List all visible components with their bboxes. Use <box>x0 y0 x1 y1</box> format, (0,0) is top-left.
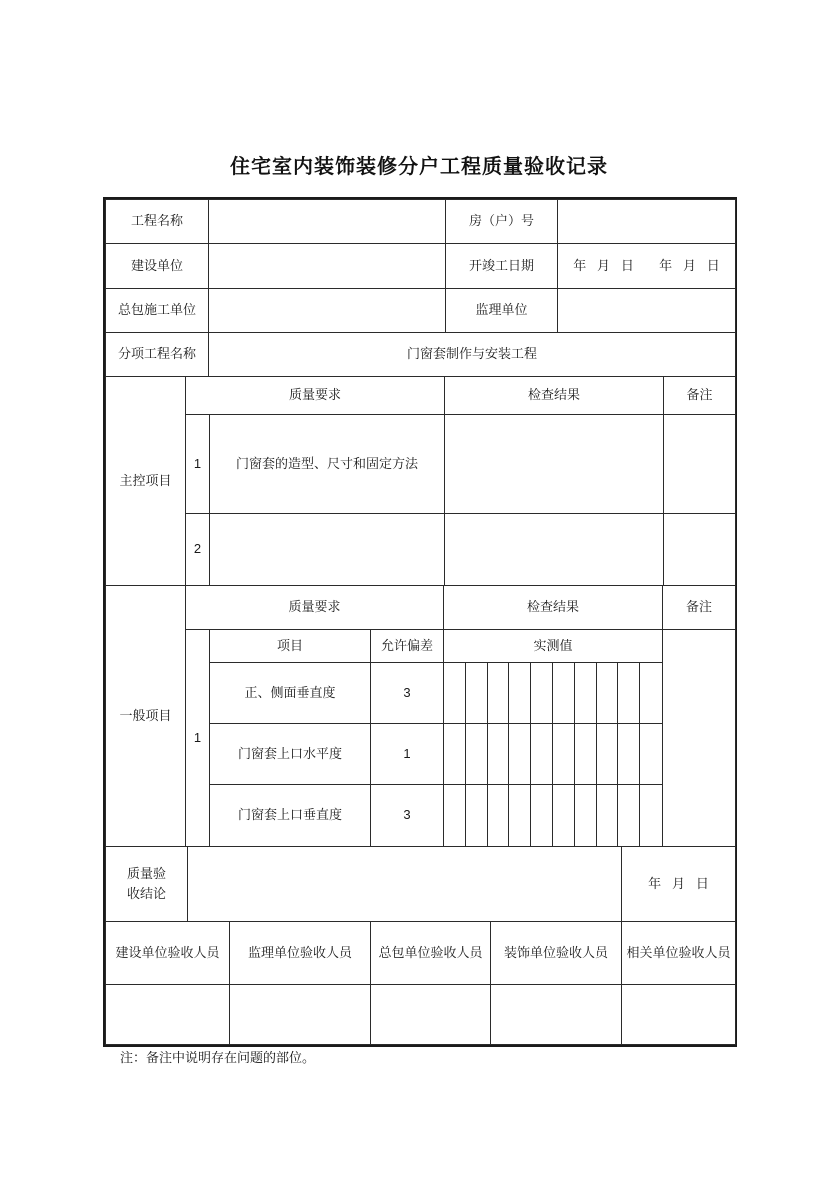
signature-cell <box>230 985 371 1045</box>
general-note-cell <box>663 630 736 847</box>
measured-value-cell <box>444 785 466 846</box>
main-control-section-label: 主控项目 <box>106 377 186 586</box>
measured-value-cell <box>618 663 640 723</box>
project-name-label: 工程名称 <box>106 200 209 244</box>
page-title: 住宅室内装饰装修分户工程质量验收记录 <box>230 156 608 178</box>
conclusion-value <box>188 847 622 922</box>
main-control-requirement <box>210 514 445 586</box>
measured-value-cell <box>466 724 488 784</box>
general-item-name: 门窗套上口水平度 <box>210 724 371 785</box>
measured-value-cell <box>531 663 553 723</box>
dates-value: 年 月 日 年 月 日 <box>558 244 736 289</box>
sub-project-label: 分项工程名称 <box>106 333 209 377</box>
measured-value-cell <box>597 785 619 846</box>
main-control-note-cell <box>664 415 736 514</box>
general-subheader-measured: 实测值 <box>444 630 663 663</box>
project-name-value <box>209 200 446 244</box>
supervision-unit-label: 监理单位 <box>446 289 558 333</box>
general-contractor-label: 总包施工单位 <box>106 289 209 333</box>
signature-blank-row <box>106 985 736 1045</box>
measured-value-cell <box>597 724 619 784</box>
general-item-tolerance: 1 <box>371 724 444 785</box>
conclusion-signatures-section <box>105 846 736 1045</box>
general-item-name: 正、侧面垂直度 <box>210 663 371 724</box>
measured-value-cell <box>553 724 575 784</box>
signature-col-decoration: 装饰单位验收人员 <box>491 922 622 985</box>
measured-value-cell <box>509 663 531 723</box>
signature-col-construction: 建设单位验收人员 <box>106 922 230 985</box>
measured-value-cell <box>575 785 597 846</box>
general-section-label: 一般项目 <box>106 586 186 847</box>
general-result-header: 检查结果 <box>444 586 663 630</box>
signature-cell <box>106 985 230 1045</box>
measured-value-cell <box>444 724 466 784</box>
measured-value-cell <box>640 663 662 723</box>
main-control-result-cell <box>445 514 664 586</box>
main-control-note-header: 备注 <box>664 377 736 415</box>
main-control-section <box>105 376 736 586</box>
measured-values-grid <box>444 785 663 847</box>
conclusion-label: 质量验收结论 <box>106 847 188 922</box>
measured-value-cell <box>618 785 640 846</box>
general-item-name: 门窗套上口垂直度 <box>210 785 371 847</box>
main-control-quality-header: 质量要求 <box>186 377 445 415</box>
general-item-tolerance: 3 <box>371 785 444 847</box>
general-quality-header: 质量要求 <box>186 586 444 630</box>
footnote: 注：备注中说明存在问题的部位。 <box>120 1050 316 1065</box>
main-control-row-2 <box>106 514 736 586</box>
construction-unit-value <box>209 244 446 289</box>
general-contractor-value <box>209 289 446 333</box>
dates-label: 开竣工日期 <box>446 244 558 289</box>
measured-value-cell <box>466 663 488 723</box>
conclusion-date: 年 月 日 <box>622 847 736 922</box>
house-no-label: 房（户）号 <box>446 200 558 244</box>
signature-col-supervision: 监理单位验收人员 <box>230 922 371 985</box>
signature-cell <box>371 985 491 1045</box>
main-control-result-cell <box>445 415 664 514</box>
measured-values-grid <box>444 724 663 785</box>
construction-unit-label: 建设单位 <box>106 244 209 289</box>
measured-value-cell <box>509 785 531 846</box>
main-control-result-header: 检查结果 <box>445 377 664 415</box>
signature-col-general-contractor: 总包单位验收人员 <box>371 922 491 985</box>
measured-value-cell <box>531 785 553 846</box>
general-item-tolerance: 3 <box>371 663 444 724</box>
house-no-value <box>558 200 736 244</box>
general-note-header: 备注 <box>663 586 736 630</box>
signature-header-row <box>106 922 736 985</box>
measured-value-cell <box>444 663 466 723</box>
measured-value-cell <box>553 663 575 723</box>
general-group-number: 1 <box>186 630 210 847</box>
general-items-section <box>105 585 736 847</box>
supervision-unit-value <box>558 289 736 333</box>
measured-value-cell <box>640 724 662 784</box>
main-control-requirement: 门窗套的造型、尺寸和固定方法 <box>210 415 445 514</box>
header-info-section <box>105 199 736 377</box>
measured-value-cell <box>575 663 597 723</box>
measured-value-cell <box>531 724 553 784</box>
main-control-row-1 <box>106 415 736 514</box>
general-subheader-tolerance: 允许偏差 <box>371 630 444 663</box>
signature-col-related: 相关单位验收人员 <box>622 922 736 985</box>
signature-cell <box>622 985 736 1045</box>
measured-value-cell <box>488 724 510 784</box>
measured-value-cell <box>640 785 662 846</box>
sub-project-value: 门窗套制作与安装工程 <box>209 333 736 377</box>
measured-values-grid <box>444 663 663 724</box>
measured-value-cell <box>488 785 510 846</box>
acceptance-form-table <box>103 197 737 1047</box>
measured-value-cell <box>466 785 488 846</box>
main-control-row-number: 1 <box>186 415 210 514</box>
signature-cell <box>491 985 622 1045</box>
measured-value-cell <box>618 724 640 784</box>
main-control-row-number: 2 <box>186 514 210 586</box>
main-control-note-cell <box>664 514 736 586</box>
general-subheader-item: 项目 <box>210 630 371 663</box>
measured-value-cell <box>575 724 597 784</box>
measured-value-cell <box>553 785 575 846</box>
measured-value-cell <box>509 724 531 784</box>
measured-value-cell <box>488 663 510 723</box>
measured-value-cell <box>597 663 619 723</box>
